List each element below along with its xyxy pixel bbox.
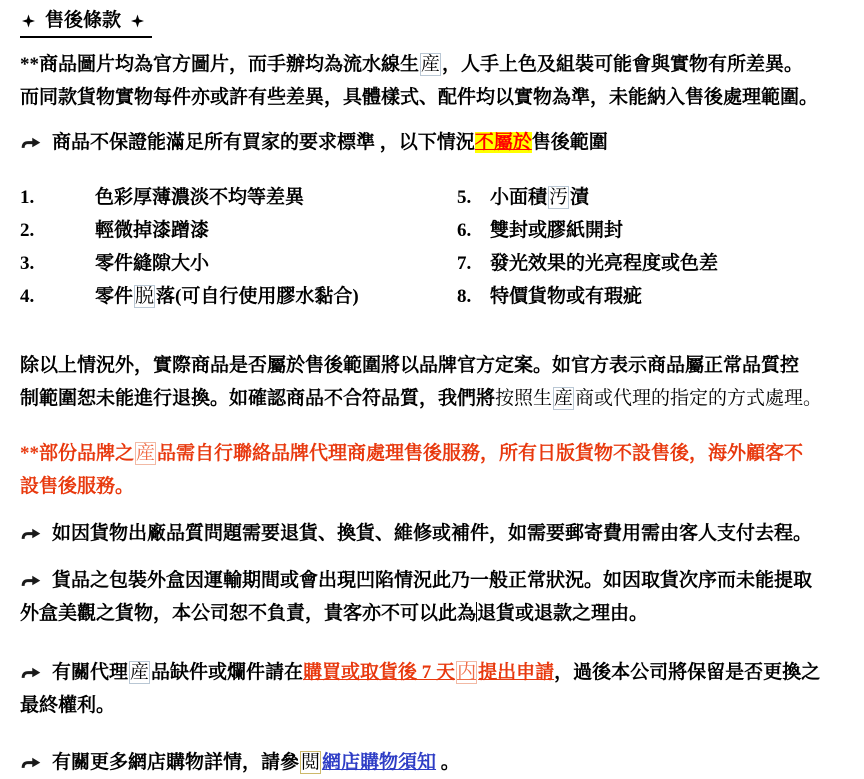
paragraph-text [20, 443, 803, 497]
list-item-number: 4. [20, 286, 35, 307]
text-run: 雙封或膠紙開封 [490, 220, 624, 241]
text-run: 色彩厚薄濃淡不均等差異 [95, 187, 305, 208]
text-run: 品需自行聯絡品牌代理商處理售後服務，所有日版貨物不設售後，海外顧客不 [157, 443, 804, 464]
substituted-char: 閲 [301, 752, 321, 773]
exclusion-list-left-column [20, 181, 457, 313]
text-run: 落(可自行使用膠水黏合) [156, 286, 359, 307]
paragraph-more-shopping-info [20, 746, 848, 779]
text-run: 有關更多網店購物詳情，請參 [52, 752, 300, 773]
text-run: 零件 [95, 286, 134, 307]
right-arrow-icon [20, 746, 42, 779]
text-run: 提出申請 [478, 662, 555, 683]
paragraph-text [20, 570, 812, 624]
paragraph-factory-defect-returns [20, 517, 848, 550]
paragraph-text [20, 54, 818, 108]
paragraph-text [20, 355, 822, 409]
substituted-char: 産 [136, 443, 156, 464]
paragraph-product-images-disclaimer [20, 48, 848, 114]
text-run: 退貨或退款之理由。 [477, 603, 649, 624]
text-run: 按照生 [495, 388, 553, 409]
list-item [457, 181, 718, 214]
substituted-char: 脱 [135, 286, 155, 307]
text-run: 品缺件或爛件請在 [151, 662, 304, 683]
text-run: 小面積 [490, 187, 548, 208]
list-item [20, 280, 457, 313]
right-arrow-icon [20, 564, 42, 597]
list-item-text [95, 220, 209, 241]
text-run: 最終權利。 [20, 695, 116, 716]
text-run: 有關代理 [52, 662, 129, 683]
list-item-number: 2. [20, 220, 35, 241]
list-item [457, 280, 718, 313]
text-run: 商或代理的指定的方式處理。 [575, 388, 823, 409]
text-run: 外盒美觀之貨物，本公司恕不負責，貴客亦不可以此為 [20, 603, 477, 624]
text-run: 制範圍恕未能進行退換。如確認商品不合符品質，我們將 [20, 388, 496, 409]
paragraph-brand-official-decision [20, 349, 848, 415]
paragraph-packaging-condition [20, 564, 848, 630]
right-arrow-icon [20, 126, 42, 159]
text-run: 。 [436, 752, 460, 773]
list-item-number: 8. [457, 286, 472, 307]
text-run: ，人手上色及組裝可能會與實物有所差異。 [442, 54, 804, 75]
text-run: **商品圖片均為官方圖片，而手辦均為流水線生 [20, 54, 420, 75]
four-pointed-star-icon [131, 14, 144, 28]
text-run: 如因貨物出廠品質問題需要退貨、換貨、維修或補件，如需要郵寄費用需由客人支付去程。 [52, 523, 813, 544]
list-item-text [490, 187, 589, 208]
substituted-char: 汚 [549, 187, 569, 208]
list-item-number: 3. [20, 253, 35, 274]
page-title-text: 售後條款 [45, 10, 122, 31]
text-run: **部份品牌之 [20, 443, 135, 464]
text-run: 不屬於 [474, 132, 532, 153]
paragraph-text [52, 523, 812, 544]
list-item-text [490, 220, 623, 241]
text-run: 設售後服務。 [20, 476, 135, 497]
text-run: 貨品之包裝外盒因運輸期間或會出現凹陷情況此乃一般正常狀況。如因取貨次序而未能提取 [52, 570, 813, 591]
list-item [457, 247, 718, 280]
substituted-char: 内 [457, 662, 477, 683]
list-item-text [95, 286, 359, 307]
substituted-char: 産 [554, 388, 574, 409]
list-item [20, 181, 457, 214]
text-run: 而同款貨物實物每件亦或許有些差異，具體樣式、配件均以實物為準，未能納入售後處理範圍。 [20, 87, 819, 108]
exclusion-list-right-column [457, 181, 718, 313]
text-run: 發光效果的光亮程度或色差 [490, 253, 719, 274]
right-arrow-icon [20, 656, 42, 689]
paragraph-text [52, 132, 608, 153]
text-run: 零件縫隙大小 [95, 253, 210, 274]
list-item-number: 1. [20, 187, 35, 208]
paragraph-brand-agent-notice [20, 437, 848, 503]
text-run: 商品不保證能滿足所有買家的要求標準 ，以下情況 [52, 132, 475, 153]
four-pointed-star-icon [22, 14, 35, 28]
list-item-text [95, 253, 209, 274]
paragraph-text [52, 752, 460, 773]
right-arrow-icon [20, 517, 42, 550]
list-item [20, 214, 457, 247]
text-run: 除以上情況外，實際商品是否屬於售後範圍將以品牌官方定案。如官方表示商品屬正常品質控 [20, 355, 800, 376]
list-item-number: 7. [457, 253, 472, 274]
list-item [457, 214, 718, 247]
store-shopping-guide-link[interactable]: 網店購物須知 [322, 752, 437, 773]
paragraph-text [20, 662, 820, 716]
page-title [20, 6, 152, 38]
text-run: 購買或取貨後 7 天 [303, 662, 456, 683]
exclusion-list [20, 181, 848, 313]
list-item-text [95, 187, 304, 208]
substituted-char: 産 [421, 54, 441, 75]
text-run: 售後範圍 [531, 132, 608, 153]
text-run: 特價貨物或有瑕疵 [490, 286, 643, 307]
text-run: ，過後本公司將保留是否更換之 [554, 662, 821, 683]
text-run: 漬 [570, 187, 590, 208]
list-item [20, 247, 457, 280]
substituted-char: 産 [130, 662, 150, 683]
text-run: 輕微掉漆蹭漆 [95, 220, 210, 241]
list-item-number: 6. [457, 220, 472, 241]
list-item-number: 5. [457, 187, 472, 208]
list-item-text [490, 253, 718, 274]
paragraph-not-covered-by-aftersales [20, 126, 848, 159]
paragraph-missing-parts-claim-window [20, 656, 848, 722]
list-item-text [490, 286, 642, 307]
